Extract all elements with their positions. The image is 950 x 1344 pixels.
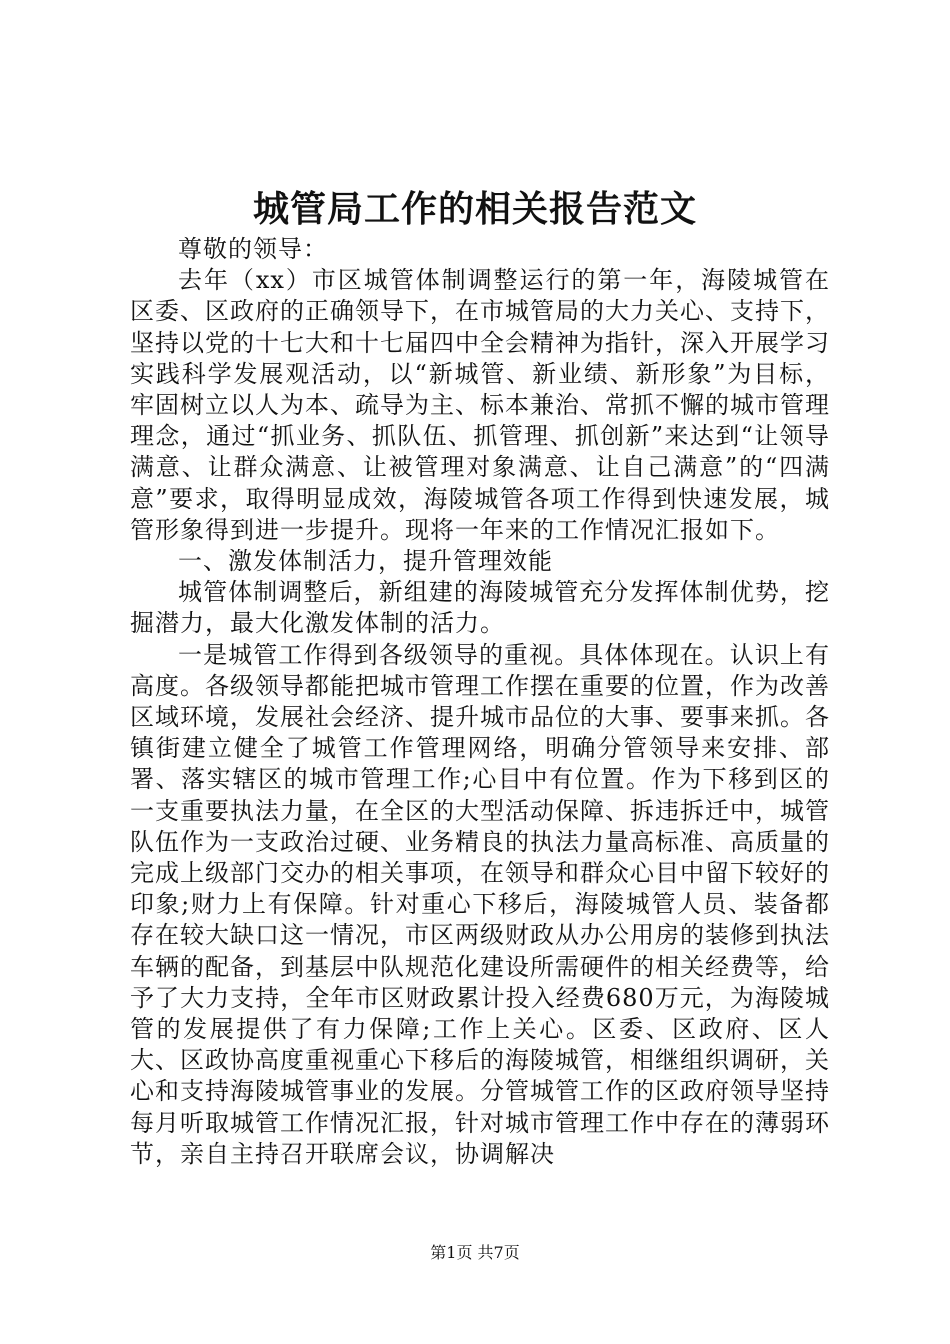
paragraph-intro: 去年（xx）市区城管体制调整运行的第一年，海陵城管在区委、区政府的正确领导下，在市城管局的大力关心、支持下，坚持以党的十七大和十七届四中全会精神为指针，深入开展学习实践科学发展观活动，以“新城管、新业绩、新形象”为目标，牢固树立以人为本、疏导为主、标本兼治、常抓不懈的城市管理理念，通过“抓业务、抓队伍、抓管理、抓创新”来达到“让领导满意、让群众满意、让被管理对象满意、让自己满意”的“四满意”要求，取得明显成效，海陵城管各项工作得到快速发展，城管形象得到进一步提升。现将一年来的工作情况汇报如下。	[130, 266, 830, 544]
paragraph: 一是城管工作得到各级领导的重视。具体体现在。认识上有高度。各级领导都能把城市管理工作摆在重要的位置，作为改善区域环境，发展社会经济、提升城市品位的大事、要事来抓。各镇街建立健全了城管工作管理网络，明确分管领导来安排、部署、落实辖区的城市管理工作;心目中有位置。作为下移到区的一支重要执法力量，在全区的大型活动保障、拆违拆迁中，城管队伍作为一支政治过硬、业务精良的执法力量高标准、高质量的完成上级部门交办的相关事项，在领导和群众心目中留下较好的印象;财力上有保障。针对重心下移后，海陵城管人员、装备都存在较大缺口这一情况，市区两级财政从办公用房的装修到执法车辆的配备，到基层中队规范化建设所需硬件的相关经费等，给予了大力支持，全年市区财政累计投入经费680万元，为海陵城管的发展提供了有力保障;工作上关心。区委、区政府、区人大、区政协高度重视重心下移后的海陵城管，相继组织调研，关心和支持海陵城管事业的发展。分管城管工作的区政府领导坚持每月听取城管工作情况汇报，针对城市管理工作中存在的薄弱环节，亲自主持召开联席会议，协调解决	[130, 640, 830, 1168]
salutation: 尊敬的领导：	[178, 235, 328, 263]
document-body	[130, 234, 830, 1170]
section-heading: 一、激发体制活力，提升管理效能	[178, 547, 553, 576]
page-footer: 第1页 共7页	[430, 1243, 520, 1262]
paragraph: 城管体制调整后，新组建的海陵城管充分发挥体制优势，挖掘潜力，最大化激发体制的活力。	[130, 578, 830, 638]
document-title: 城管局工作的相关报告范文	[252, 188, 697, 230]
